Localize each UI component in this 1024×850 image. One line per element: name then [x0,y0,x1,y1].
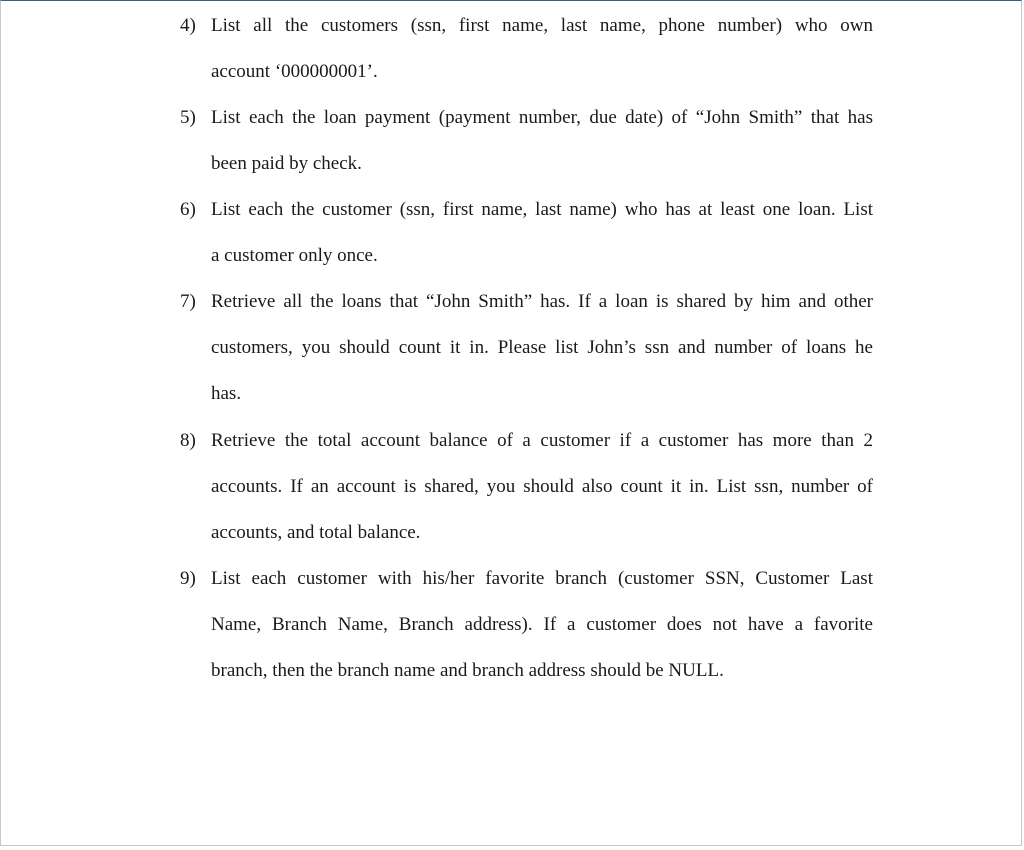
question-line: account ‘000000001’. [211,61,378,82]
question-line: List each the customer (ssn, first name, last name) who has at least one loan. List [211,199,873,220]
question-line: has. [211,383,242,404]
question-line: List each the loan payment (payment number, due date) of “John Smith” that has [211,107,873,128]
question-line: accounts, and total balance. [211,522,421,543]
question-text [211,418,873,556]
question-line: List each customer with his/her favorite branch (customer SSN, Customer Last [211,568,873,589]
question-text [211,279,873,417]
question-line: a customer only once. [211,245,378,266]
question-number: 4) [180,15,196,36]
question-number: 9) [180,568,196,589]
question-line: accounts. If an account is shared, you should also count it in. List ssn, number of [211,476,873,497]
question-line: Retrieve the total account balance of a customer if a customer has more than 2 [211,430,873,451]
question-text [211,3,873,95]
question-text [211,556,873,694]
question-text [211,95,873,187]
question-line: customers, you should count it in. Please list John’s ssn and number of loans he [211,337,873,358]
question-line: been paid by check. [211,153,362,174]
question-number: 6) [180,199,196,220]
question-text [211,187,873,279]
question-number: 7) [180,291,196,312]
question-number: 8) [180,430,196,451]
question-number: 5) [180,107,196,128]
question-line: branch, then the branch name and branch address should be NULL. [211,660,724,681]
question-line: Name, Branch Name, Branch address). If a customer does not have a favorite [211,614,873,635]
question-line: Retrieve all the loans that “John Smith” has. If a loan is shared by him and other [211,291,873,312]
question-line: List all the customers (ssn, first name, last name, phone number) who own [211,15,873,36]
